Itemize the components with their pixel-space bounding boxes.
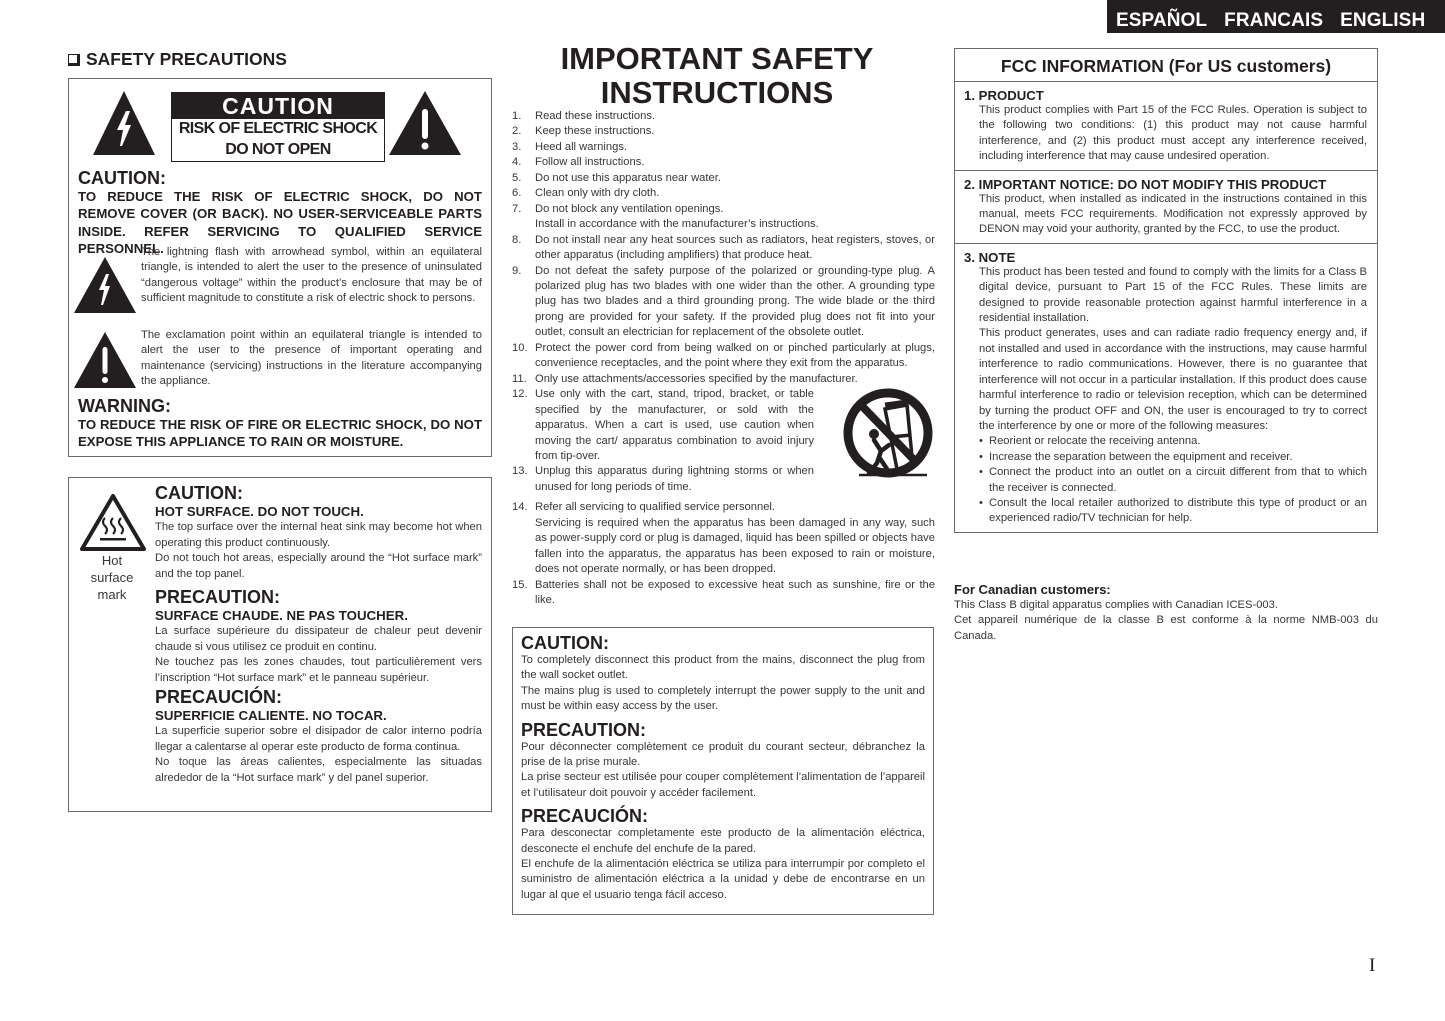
item-number: 2. [512, 125, 522, 138]
item-text: Unplug this apparatus during lightning storms or when unused for long periods of time. [535, 465, 814, 493]
caution-label-line2: DO NOT OPEN [225, 141, 331, 158]
warning-text: TO REDUCE THE RISK OF FIRE OR ELECTRIC SHOCK, DO NOT EXPOSE THIS APPLIANCE TO RAIN OR MOISTURE. [78, 417, 482, 450]
canada-title: For Canadian customers: [954, 582, 1111, 597]
caption-line: Hot [101, 553, 123, 568]
page-number: I [1369, 955, 1376, 976]
hot-surface-box [68, 477, 492, 812]
fcc-note-title: 3. NOTE [964, 249, 1016, 265]
item-number: 11. [512, 372, 527, 385]
hot-precaucion-es-p2: No toque las áreas calientes, especialmente las situadas alrededor de la “Hot surface mark” y del panel superior. [155, 756, 482, 784]
instruction-item [512, 140, 935, 155]
instruction-item [512, 109, 935, 124]
hot-precaution-fr-p2: Ne touchez pas les zones chaudes, tout particulièrement vers l’inscription “Hot surface mark” et le panneau supérieur. [155, 656, 482, 684]
cart-items-group [512, 387, 935, 495]
hot-precaucion-es-p1: La superficie superior sobre el disipador de calor interno podría llegar a calentarse al operar este producto de forma continua. [155, 725, 482, 753]
caution-label-title: CAUTION [172, 93, 384, 119]
item-number: 14. [512, 501, 528, 514]
item-text: Install in accordance with the manufacturer’s instructions. [535, 218, 819, 231]
item-number: 9. [512, 264, 522, 277]
instruction-item [512, 155, 935, 170]
section-title-text: SAFETY PRECAUTIONS [86, 49, 287, 69]
item-number: 5. [512, 171, 522, 184]
hot-caution-heading: CAUTION: [155, 483, 243, 503]
fcc-note-section [955, 244, 1377, 532]
fcc-product-section [955, 82, 1377, 171]
item-text: Use only with the cart, stand, tripod, bracket, or table specified by the manufacturer, or sold with the apparatus. When a cart is used, use caution when moving the cart/ apparatus combination to avoid injury from tip-over. [535, 388, 814, 462]
hot-precaucion-es-sub: SUPERFICIE CALIENTE. NO TOCAR. [155, 708, 387, 724]
item-text: Heed all warnings. [535, 140, 628, 153]
instruction-item [512, 341, 935, 372]
exclamation-warning-icon [389, 91, 461, 155]
page-title [512, 42, 922, 110]
mains-precaucion-es-p1: Para desconectar completamente este producto de la alimentación eléctrica, desconecte el enchufe del enchufe de la pared. [521, 827, 925, 855]
instruction-item [512, 186, 935, 201]
instructions-list [512, 109, 935, 609]
hot-precaution-fr-p1: La surface supérieure du dissipateur de chaleur peut devenir chaude si vous utilisez ce produit en continu. [155, 625, 482, 653]
fcc-title: FCC INFORMATION (For US customers) [955, 49, 1377, 82]
language-tab-bar [1107, 0, 1445, 33]
hot-surface-icon [78, 492, 148, 552]
fcc-notice-text: This product, when installed as indicated in the instructions contained in this manual, meets FCC requirements. Modification not expressly approved by DENON may void your authority, granted by the FCC, to use the product. [979, 192, 1367, 236]
hot-precaution-fr-heading: PRECAUTION: [155, 587, 280, 608]
title-line2: INSTRUCTIONS [600, 75, 834, 110]
cart-tip-over-warning-icon [841, 387, 935, 481]
fcc-measure-item: • Increase the separation between the equipment and receiver. [979, 450, 1367, 465]
lang-tab-espanol: ESPAÑOL [1116, 10, 1208, 31]
item-text: Batteries shall not be exposed to excessive heat such as sunshine, fire or the like. [535, 578, 935, 607]
item-text: Do not use this apparatus near water. [535, 171, 721, 184]
mains-precaution-fr-heading: PRECAUTION: [521, 719, 646, 740]
fcc-note-p1: This product has been tested and found to comply with the limits for a Class B digital device, pursuant to Part 15 of the FCC Rules. These limits are designed to provide reasonable protection against harmful interference in a residential installation. [979, 265, 1367, 325]
hot-caution-sub: HOT SURFACE. DO NOT TOUCH. [155, 504, 364, 519]
canada-p1: This Class B digital apparatus complies with Canadian ICES-003. [954, 599, 1278, 611]
instruction-item [512, 233, 935, 264]
exclamation-explanation: The exclamation point within an equilateral triangle is intended to alert the user to the presence of important operating and maintenance (servicing) instructions in the literature accompanying the appliance. [141, 329, 482, 388]
item-text: Clean only with dry cloth. [535, 187, 660, 200]
item-text: Protect the power cord from being walked on or pinched particularly at plugs, convenience receptacles, and the point where they exit from the apparatus. [535, 341, 935, 370]
item-text: Do not block any ventilation openings. [535, 202, 724, 215]
instruction-item [512, 387, 814, 464]
canadian-customers-section [954, 581, 1378, 644]
caution-heading: CAUTION: [78, 168, 166, 188]
caution-text: TO REDUCE THE RISK OF ELECTRIC SHOCK, DO NOT REMOVE COVER (OR BACK). NO USER-SERVICEABLE PARTS INSIDE. REFER SERVICING TO QUALIFIED SERVICE PERSONNEL. [78, 189, 482, 257]
fcc-measure-item: • Consult the local retailer authorized to distribute this type of product or an experienced radio/TV technician for help. [979, 496, 1367, 527]
hot-surface-caption [77, 552, 147, 603]
title-line1: IMPORTANT SAFETY [560, 41, 874, 76]
item-text: Only use attachments/accessories specified by the manufacturer. [535, 372, 858, 385]
warning-heading: WARNING: [78, 396, 171, 416]
fcc-measure-item: • Connect the product into an outlet on a circuit different from that to which the receiver is connected. [979, 465, 1367, 496]
item-text: Do not defeat the safety purpose of the polarized or grounding-type plug. A polarized plug has two blades with one wider than the other. A grounding type plug has two blades and a third grounding prong. The wide blade or the third prong are provided for your safety. If the provided plug does not fit into your outlet, consult an electrician for replacement of the obsolete outlet. [535, 264, 935, 339]
hot-caution-p2: Do not touch hot areas, especially around the “Hot surface mark” and the top panel. [155, 552, 482, 580]
exclamation-symbol-icon [74, 332, 136, 388]
fcc-notice-section [955, 171, 1377, 244]
item-text: Keep these instructions. [535, 125, 655, 138]
instruction-item [512, 202, 935, 233]
instruction-item [512, 464, 814, 495]
item-text: Refer all servicing to qualified service personnel. [535, 501, 776, 514]
instruction-item [512, 372, 935, 387]
mains-precaucion-es-heading: PRECAUCIÓN: [521, 806, 649, 827]
safety-caution-box [68, 78, 492, 457]
item-number: 4. [512, 156, 522, 169]
item-number: 3. [512, 140, 522, 153]
item-number: 8. [512, 233, 522, 246]
fcc-measure-item: • Reorient or relocate the receiving antenna. [979, 434, 1367, 449]
hot-precaucion-es-heading: PRECAUCIÓN: [155, 687, 283, 708]
hot-precaution-fr-sub: SURFACE CHAUDE. NE PAS TOUCHER. [155, 608, 408, 624]
checkbox-bullet-icon [68, 54, 80, 66]
caption-line: surface [90, 570, 134, 585]
lightning-explanation: The lightning flash with arrowhead symbol, within an equilateral triangle, is intended to alert the user to the presence of uninsulated “dangerous voltage” within the product’s enclosure that may be of sufficient magnitude to constitute a risk of electric shock to persons. [141, 246, 482, 305]
lang-tab-francais: FRANCAIS [1224, 10, 1324, 31]
instruction-item [512, 264, 935, 341]
mains-caution-p1: To completely disconnect this product from the mains, disconnect the plug from the wall socket outlet. [521, 654, 925, 682]
item-text: Do not install near any heat sources such as radiators, heat registers, stoves, or other apparatus (including amplifiers) that produce heat. [535, 233, 935, 262]
item-number: 13. [512, 465, 528, 478]
item-text: Servicing is required when the apparatus has been damaged in any way, such as power-supply cord or plug is damaged, liquid has been spilled or objects have fallen into the apparatus, the apparatus has been exposed to rain or moisture, does not operate normally, or has been dropped. [535, 516, 935, 576]
item-number: 1. [512, 110, 522, 122]
hot-caution-p1: The top surface over the internal heat sink may become hot when operating this product continuously. [155, 521, 482, 549]
fcc-product-title: 1. PRODUCT [964, 88, 1044, 103]
lightning-warning-icon [93, 91, 155, 155]
item-text: Read these instructions. [535, 110, 656, 122]
item-number: 12. [512, 388, 528, 401]
mains-disconnect-box [512, 627, 934, 915]
fcc-product-text: This product complies with Part 15 of the FCC Rules. Operation is subject to the following two conditions: (1) this product may not cause harmful interference, and (2) this product must accept any interference received, including interference that may cause undesired operation. [979, 104, 1367, 163]
fcc-notice-title: 2. IMPORTANT NOTICE: DO NOT MODIFY THIS PRODUCT [964, 176, 1327, 192]
mains-precaucion-es-p2: El enchufe de la alimentación eléctrica se utiliza para interrumpir por completo el suministro de alimentación eléctrica a la unidad y debe de encontrarse en un lugar al que el usuario tenga fácil acceso. [521, 858, 925, 901]
item-number: 7. [512, 202, 522, 215]
instruction-item [512, 500, 935, 577]
fcc-note-p2: This product generates, uses and can radiate radio frequency energy and, if not installed and used in accordance with the instructions, may cause harmful interference to radio communications. However, there is no guarantee that interference will not occur in a particular installation. If this product does cause harmful interference to radio or television reception, which can be determined by turning the product OFF and ON, the user is encouraged to try to correct the interference by one or more of the following measures: [979, 327, 1367, 432]
mains-caution-heading: CAUTION: [521, 633, 609, 653]
item-number: 10. [512, 341, 528, 354]
mains-precaution-fr-p1: Pour déconnecter complètement ce produit du courant secteur, débranchez la prise de la prise murale. [521, 740, 925, 769]
lang-tab-english: ENGLISH [1340, 10, 1426, 31]
section-title [68, 49, 287, 70]
item-number: 6. [512, 187, 522, 200]
fcc-information-box [954, 48, 1378, 533]
instruction-item [512, 171, 935, 186]
instruction-item [512, 124, 935, 139]
caption-line: mark [97, 587, 127, 602]
item-number: 15. [512, 578, 528, 591]
mains-precaution-fr-p2: La prise secteur est utilisée pour couper complètement l’alimentation de l’appareil et l’utilisateur doit pouvoir y accéder facilement. [521, 771, 925, 799]
item-text: Follow all instructions. [535, 156, 645, 169]
lightning-symbol-icon [74, 257, 136, 313]
mains-caution-p2: The mains plug is used to completely interrupt the power supply to the unit and must be within easy access by the user. [521, 684, 925, 713]
instruction-item [512, 578, 935, 609]
caution-label-line1: RISK OF ELECTRIC SHOCK [178, 120, 378, 137]
canada-p2: Cet appareil numérique de la classe B est conforme à la norme NMB-003 du Canada. [954, 614, 1378, 642]
caution-label [171, 92, 385, 162]
